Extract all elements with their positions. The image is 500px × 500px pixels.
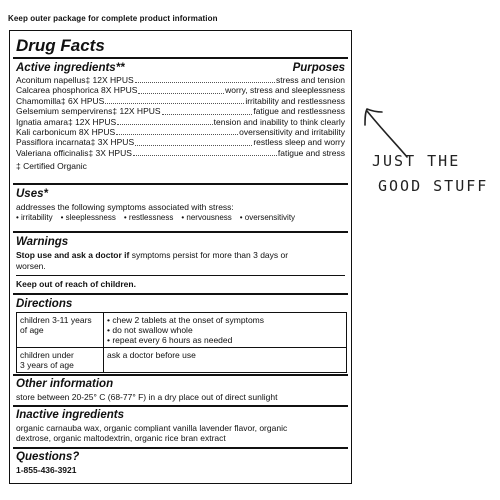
ingredient-row: Gelsemium sempervirens‡ 12X HPUS fatigue and restlessness <box>16 106 345 117</box>
directions-table <box>16 312 347 373</box>
stop-use-warning: Stop use and ask a doctor if symptoms persist for more than 3 days or <box>16 250 289 260</box>
symptom-item: • sleeplessness <box>61 213 116 223</box>
active-ingredients-heading: Active ingredients** <box>16 62 125 74</box>
active-header <box>16 62 345 74</box>
ingredient-row: Valeriana officinalis‡ 3X HPUS fatigue and stress <box>16 147 345 158</box>
divider <box>13 57 348 59</box>
symptom-item: • nervousness <box>181 213 231 223</box>
uses-text: addresses the following symptoms associated with stress: <box>16 202 234 212</box>
inactive-ingredients-text: dextrose, organic maltodextrin, organic rice bran extract <box>16 433 226 443</box>
table-row <box>17 348 347 373</box>
ingredient-row: Passiflora incarnata‡ 3X HPUS restless sleep and worry <box>16 137 345 148</box>
other-information-heading: Other information <box>16 378 114 390</box>
inactive-ingredients-heading: Inactive ingredients <box>16 409 125 421</box>
phone-number: 1-855-436-3921 <box>16 465 77 475</box>
divider <box>13 374 348 376</box>
age-cell: children 3-11 years of age <box>17 313 104 348</box>
keep-out-of-reach: Keep out of reach of children. <box>16 279 136 289</box>
purposes-heading: Purposes <box>292 62 345 74</box>
active-ingredients-list <box>16 75 345 158</box>
ingredient-row: Aconitum napellus‡ 12X HPUS stress and tension <box>16 75 345 85</box>
dosage-step: • do not swallow whole <box>115 325 343 335</box>
dosage-step: • repeat every 6 hours as needed <box>115 335 343 345</box>
questions-heading: Questions? <box>16 451 80 463</box>
stop-use-warning-cont: worsen. <box>16 261 46 271</box>
age-cell: children under 3 years of age <box>17 348 104 373</box>
divider <box>13 293 348 295</box>
table-row <box>17 313 347 348</box>
directions-heading: Directions <box>16 298 73 310</box>
inactive-ingredients-text: organic carnauba wax, organic compliant vanilla lavender flavor, organic <box>16 423 288 433</box>
symptom-item: • oversensitivity <box>240 213 295 223</box>
ingredient-row: Calcarea phosphorica 8X HPUS worry, stress and sleeplessness <box>16 85 345 96</box>
uses-heading: Uses* <box>16 188 48 200</box>
dosage-step: • chew 2 tablets at the onset of symptoms <box>115 315 343 325</box>
dosage-cell <box>104 313 347 348</box>
divider <box>13 447 348 449</box>
dosage-cell: ask a doctor before use <box>104 348 347 373</box>
thin-divider <box>16 275 345 276</box>
divider <box>13 231 348 233</box>
ingredient-row: Kali carbonicum 8X HPUS oversensitivity and irritability <box>16 127 345 138</box>
certified-organic-footnote: ‡ Certified Organic <box>16 161 87 171</box>
handwritten-note-line1: JUST THE <box>372 152 461 170</box>
divider <box>13 183 348 185</box>
drug-facts-panel <box>9 30 352 484</box>
symptom-item: • irritability <box>16 213 53 223</box>
symptom-list <box>16 213 345 223</box>
drug-facts-title: Drug Facts <box>16 36 105 55</box>
storage-text: store between 20-25° C (68-77° F) in a dry place out of direct sunlight <box>16 392 278 402</box>
symptom-item: • restlessness <box>124 213 174 223</box>
divider <box>13 405 348 407</box>
handwritten-note-line2: GOOD STUFF <box>378 177 489 195</box>
package-note: Keep outer package for complete product information <box>8 14 218 23</box>
ingredient-row: Ignatia amara‡ 12X HPUS tension and inability to think clearly <box>16 116 345 127</box>
ingredient-row: Chamomilla‡ 6X HPUS irritability and restlessness <box>16 95 345 106</box>
warnings-heading: Warnings <box>16 236 69 248</box>
